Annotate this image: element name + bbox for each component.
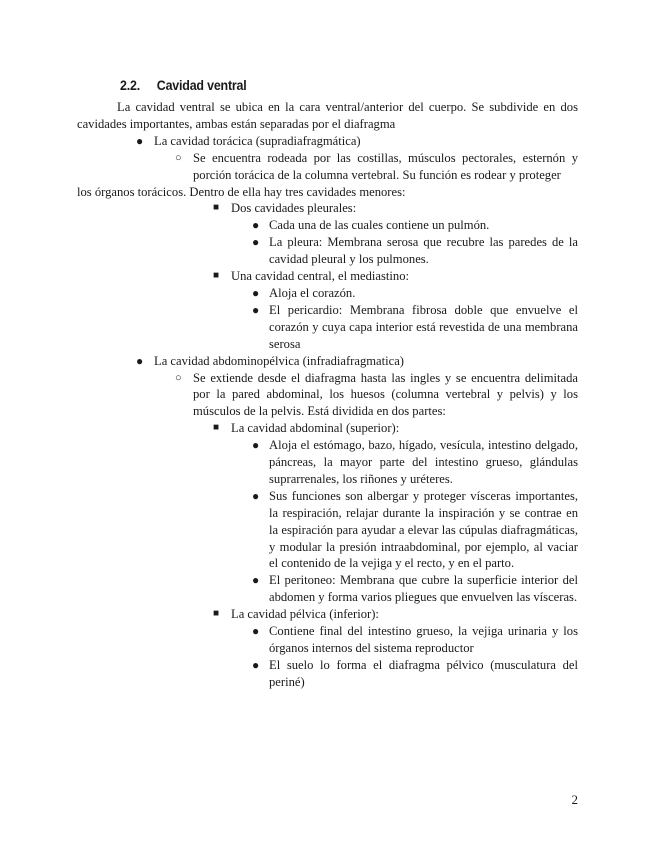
toracica-label: La cavidad torácica (supradiafragmática) [154, 133, 361, 148]
list-item [77, 437, 578, 488]
intro-paragraph: La cavidad ventral se ubica en la cara ventral/anterior del cuerpo. Se subdivide en dos cavidades importantes, ambas están separadas por el diafragma [77, 100, 578, 131]
disc-bullet-icon: ● [136, 353, 144, 368]
list-item-pelvica [77, 606, 578, 623]
disc-bullet-icon: ● [136, 133, 144, 148]
list-item [77, 572, 578, 606]
list-item [77, 285, 578, 302]
list-item [77, 488, 578, 573]
list-item-text: Aloja el estómago, bazo, hígado, vesícula, intestino delgado, páncreas, la mayor parte del intestino grueso, glándulas suprarrenales, los riñones y uréteres. [269, 438, 578, 486]
disc-bullet-icon: ● [252, 573, 260, 588]
list-item-abdominopelvica-desc [77, 370, 578, 421]
square-bullet-icon: ■ [213, 270, 220, 282]
list-item [77, 217, 578, 234]
section-heading [120, 78, 247, 93]
square-bullet-icon: ■ [213, 202, 220, 214]
pelvica-label: La cavidad pélvica (inferior): [231, 607, 379, 622]
list-item-text: La pleura: Membrana serosa que recubre las paredes de la cavidad pleural y los pulmones. [269, 235, 578, 267]
circle-bullet-icon: ○ [175, 151, 182, 164]
list-item-text: El pericardio: Membrana fibrosa doble que envuelve el corazón y cuya capa interior está revestida de una membrana serosa [269, 302, 578, 351]
list-item [77, 234, 578, 268]
square-bullet-icon: ■ [213, 608, 220, 620]
toracica-desc-first: Se encuentra rodeada por las costillas, músculos pectorales, esternón y porción torácica de la columna vertebral. Su función es rodear y proteger [193, 150, 578, 182]
list-item [77, 302, 578, 353]
disc-bullet-icon: ● [252, 438, 260, 453]
pleurales-label: Dos cavidades pleurales: [231, 201, 357, 216]
circle-bullet-icon: ○ [175, 371, 182, 384]
disc-bullet-icon: ● [252, 235, 260, 250]
toracica-desc-rest: los órganos torácicos. Dentro de ella hay tres cavidades menores: [77, 184, 406, 199]
list-item-abdominopelvica [77, 353, 578, 370]
list-item-pleurales [77, 200, 578, 217]
section-title: Cavidad ventral [156, 78, 247, 93]
list-item-text: El suelo lo forma el diafragma pélvico (musculatura del periné) [269, 657, 578, 689]
list-item-text: Aloja el corazón. [269, 285, 356, 300]
disc-bullet-icon: ● [252, 302, 260, 317]
list-item [77, 657, 578, 691]
square-bullet-icon: ■ [213, 422, 220, 434]
list-item-toracica-desc [77, 150, 578, 201]
list-item-abdominal [77, 420, 578, 437]
document-body [77, 99, 578, 691]
disc-bullet-icon: ● [252, 657, 260, 672]
list-item-toracica [77, 133, 578, 150]
disc-bullet-icon: ● [252, 218, 260, 233]
list-item-text: Sus funciones son albergar y proteger vísceras importantes, la respiración, relajar durante la inspiración y se contrae en la espiración para ayudar a elevar las cúpulas diafragmáticas, y modular la presión intraabdominal, por ejemplo, al vaciar el contenido de la vejiga y el recto, y en el parto. [269, 488, 578, 571]
abdominal-label: La cavidad abdominal (superior): [231, 421, 400, 436]
abdominopelvica-label: La cavidad abdominopélvica (infradiafragmatica) [154, 353, 404, 368]
disc-bullet-icon: ● [252, 624, 260, 639]
disc-bullet-icon: ● [252, 488, 260, 503]
list-item-text: Contiene final del intestino grueso, la vejiga urinaria y los órganos internos del sistema reproductor [269, 624, 578, 655]
list-item-text: El peritoneo: Membrana que cubre la superficie interior del abdomen y forma varios pliegues que envuelven las vísceras. [269, 573, 578, 605]
page-number: 2 [571, 792, 578, 807]
list-item-mediastino [77, 268, 578, 285]
list-item [77, 623, 578, 657]
disc-bullet-icon: ● [252, 285, 260, 300]
abdominopelvica-desc: Se extiende desde el diafragma hasta las ingles y se encuentra delimitada por la pared abdominal, los huesos (columna vertebral y pelvis) y los músculos de la pelvis. Está dividida en dos partes: [193, 370, 578, 419]
mediastino-label: Una cavidad central, el mediastino: [231, 269, 409, 284]
list-item-text: Cada una de las cuales contiene un pulmón. [269, 218, 490, 233]
section-number: 2.2. [120, 78, 140, 93]
